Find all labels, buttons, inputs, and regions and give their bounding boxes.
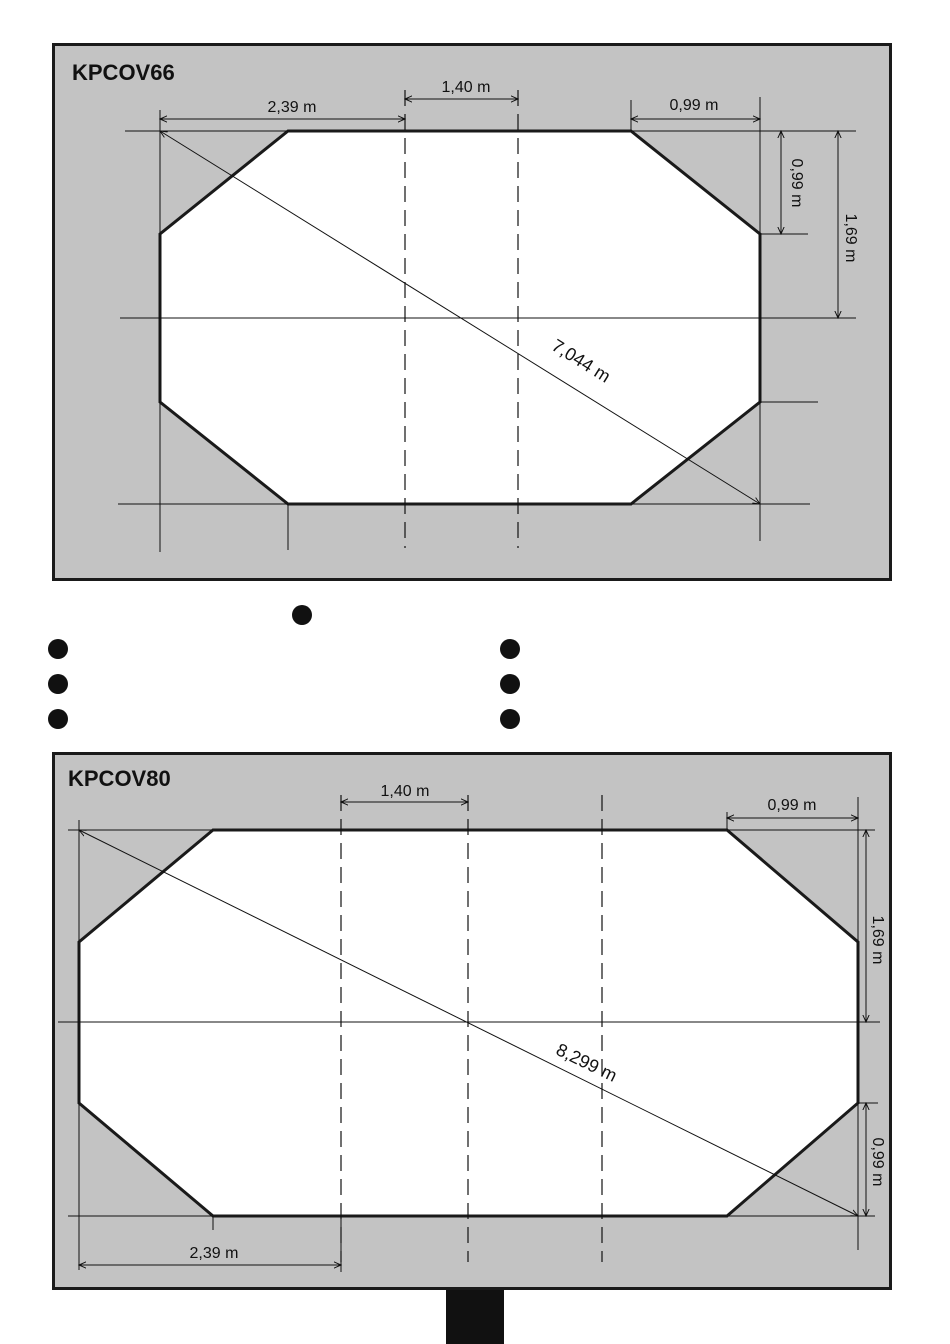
kpcov80-title: KPCOV80 — [68, 766, 171, 791]
kpcov66-title: KPCOV66 — [72, 60, 175, 85]
kpcov80-dim-diagonal: 8,299 m — [553, 1039, 621, 1086]
kpcov66-dim-corner-width: 0,99 m — [669, 97, 719, 114]
kpcov80-dim-corner-height: 0,99 m — [869, 1137, 886, 1187]
kpcov66-dim-diagonal: 7,044 m — [548, 335, 615, 387]
kpcov80-dim-corner-width-top: 0,99 m — [767, 797, 817, 814]
kpcov66-dim-half-height: 1,69 m — [842, 213, 859, 263]
kpcov80-dim-half-height: 1,69 m — [869, 915, 886, 965]
kpcov66-dim-side-width: 2,39 m — [267, 99, 317, 116]
kpcov66-dim-center-width: 1,40 m — [441, 79, 491, 96]
kpcov80-dim-side-width: 2,39 m — [189, 1245, 239, 1262]
kpcov80-dim-center-width: 1,40 m — [380, 783, 430, 800]
kpcov66-dim-corner-height: 0,99 m — [788, 158, 805, 208]
page-footer-bar — [446, 1290, 504, 1344]
